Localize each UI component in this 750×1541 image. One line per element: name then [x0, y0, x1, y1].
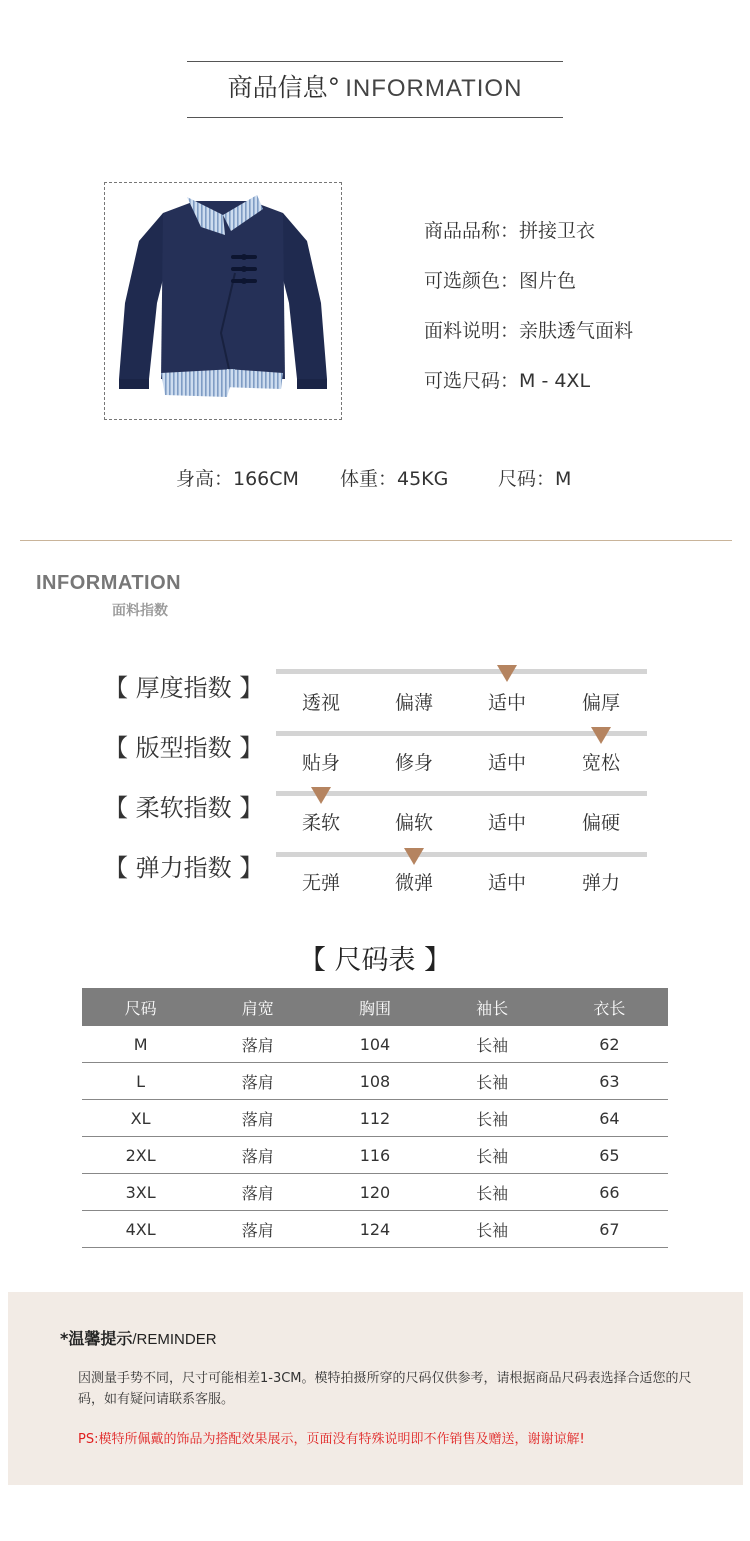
index-marker	[311, 787, 331, 804]
table-cell: 3XL	[82, 1174, 199, 1211]
index-bar	[276, 791, 647, 796]
table-cell: 落肩	[199, 1063, 316, 1100]
table-cell: 66	[551, 1174, 668, 1211]
table-cell: 4XL	[82, 1211, 199, 1248]
reminder-text: 因测量手势不同，尺寸可能相差1-3CM。模特拍摄所穿的尺码仅供参考，请根据商品尺码表选择合适您的尺码，如有疑问请联系客服。	[78, 1371, 692, 1407]
product-name-value: 拼接卫衣	[519, 220, 596, 242]
index-option: 弹力	[581, 872, 620, 894]
product-size-value: M - 4XL	[519, 370, 591, 392]
index-bar	[276, 669, 647, 674]
table-cell: L	[82, 1063, 199, 1100]
table-cell: 落肩	[199, 1026, 316, 1063]
index-marker	[497, 665, 517, 682]
table-cell: 64	[551, 1100, 668, 1137]
index-option: 无弹	[301, 872, 340, 894]
index-option: 透视	[301, 692, 340, 714]
reminder-ps: PS:模特所佩戴的饰品为搭配效果展示，页面没有特殊说明即不作销售及赠送，谢谢谅解!	[78, 1432, 585, 1447]
table-cell: 落肩	[199, 1100, 316, 1137]
table-cell: M	[82, 1026, 199, 1063]
size-table-header	[82, 988, 668, 1026]
index-option: 适中	[487, 812, 526, 834]
size-table	[82, 988, 668, 1248]
index-option: 宽松	[581, 752, 620, 774]
table-row	[82, 1026, 668, 1063]
header-bottom-rule	[187, 117, 563, 118]
product-name-row	[424, 216, 595, 243]
index-option: 适中	[487, 692, 526, 714]
index-option: 偏硬	[581, 812, 620, 834]
index-label: 【 弹力指数 】	[104, 854, 264, 882]
index-marker	[591, 727, 611, 744]
product-color-row	[424, 266, 576, 293]
table-row	[82, 1100, 668, 1137]
column-header: 肩宽	[199, 988, 316, 1026]
index-label: 【 厚度指数 】	[104, 674, 264, 702]
index-option: 适中	[487, 872, 526, 894]
header-title	[187, 68, 563, 104]
table-cell: 2XL	[82, 1137, 199, 1174]
table-cell: 112	[316, 1100, 433, 1137]
table-row	[82, 1063, 668, 1100]
sweatshirt-illustration	[105, 183, 341, 419]
product-photo	[104, 182, 342, 420]
index-option: 偏软	[394, 812, 433, 834]
product-fabric-row	[424, 316, 633, 343]
table-cell: XL	[82, 1100, 199, 1137]
product-size-row	[424, 366, 590, 393]
index-option: 偏薄	[394, 692, 433, 714]
index-option: 柔软	[301, 812, 340, 834]
column-header: 尺码	[82, 988, 199, 1026]
table-cell: 63	[551, 1063, 668, 1100]
section-divider	[20, 540, 732, 541]
index-bar	[276, 852, 647, 857]
product-fabric-label: 面料说明：	[424, 320, 520, 342]
table-cell: 长袖	[434, 1026, 551, 1063]
header-title-en: INFORMATION	[345, 75, 523, 102]
index-option: 修身	[394, 752, 433, 774]
table-cell: 116	[316, 1137, 433, 1174]
table-cell: 120	[316, 1174, 433, 1211]
model-size: 尺码：M	[498, 468, 572, 490]
table-cell: 长袖	[434, 1174, 551, 1211]
reminder-box	[8, 1292, 743, 1485]
table-cell: 落肩	[199, 1137, 316, 1174]
table-cell: 65	[551, 1137, 668, 1174]
product-color-label: 可选颜色：	[424, 270, 520, 292]
product-size-label: 可选尺码：	[424, 370, 520, 392]
table-cell: 长袖	[434, 1211, 551, 1248]
product-color-value: 图片色	[519, 270, 577, 292]
size-table-title: 【 尺码表 】	[298, 945, 452, 976]
table-cell: 62	[551, 1026, 668, 1063]
index-option: 微弹	[394, 872, 433, 894]
table-cell: 落肩	[199, 1174, 316, 1211]
table-row	[82, 1137, 668, 1174]
reminder-title-en: /REMINDER	[132, 1331, 217, 1348]
reminder-title-cn: *温馨提示	[60, 1329, 133, 1348]
table-row	[82, 1174, 668, 1211]
header-title-cn: 商品信息°	[227, 73, 341, 102]
index-marker	[404, 848, 424, 865]
table-cell: 长袖	[434, 1100, 551, 1137]
index-label: 【 版型指数 】	[104, 734, 264, 762]
section-title-en: INFORMATION	[36, 572, 182, 594]
product-name-label: 商品品称：	[424, 220, 520, 242]
table-cell: 长袖	[434, 1137, 551, 1174]
table-cell: 108	[316, 1063, 433, 1100]
table-cell: 104	[316, 1026, 433, 1063]
section-title-cn: 面料指数	[112, 603, 168, 619]
table-row	[82, 1211, 668, 1248]
header-top-rule	[187, 61, 563, 62]
table-cell: 落肩	[199, 1211, 316, 1248]
column-header: 袖长	[434, 988, 551, 1026]
column-header: 胸围	[316, 988, 433, 1026]
index-option: 偏厚	[581, 692, 620, 714]
table-cell: 124	[316, 1211, 433, 1248]
column-header: 衣长	[551, 988, 668, 1026]
model-height: 身高：166CM	[176, 468, 299, 490]
reminder-title	[60, 1326, 217, 1349]
table-cell: 长袖	[434, 1063, 551, 1100]
index-option: 贴身	[301, 752, 340, 774]
index-label: 【 柔软指数 】	[104, 794, 264, 822]
index-option: 适中	[487, 752, 526, 774]
model-weight: 体重：45KG	[340, 468, 449, 490]
table-cell: 67	[551, 1211, 668, 1248]
product-fabric-value: 亲肤透气面料	[519, 320, 634, 342]
